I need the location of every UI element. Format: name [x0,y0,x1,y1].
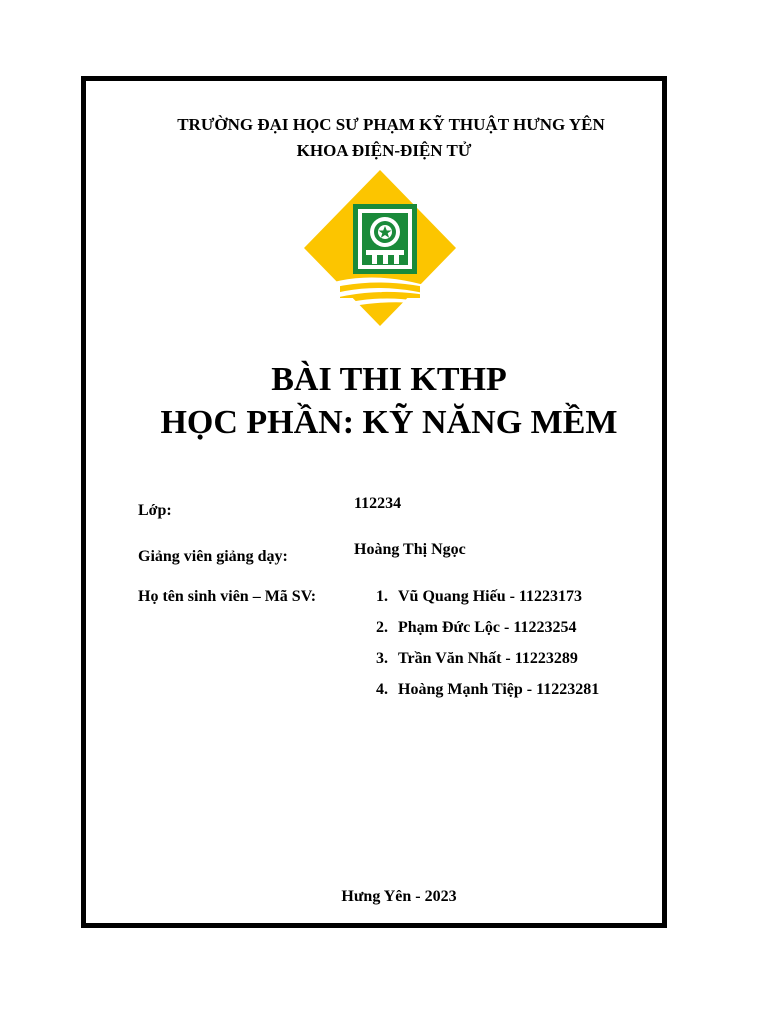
students-label: Họ tên sinh viên – Mã SV: [138,588,317,605]
lecturer-label: Giảng viên giảng dạy: [138,548,288,565]
university-logo-icon [300,168,460,330]
class-label: Lớp: [138,502,172,519]
student-item [376,681,599,699]
student-number: 3. [376,650,388,667]
exam-title: BÀI THI KTHP [271,361,507,398]
student-number: 1. [376,588,388,605]
student-item [376,619,576,637]
place-year: Hưng Yên - 2023 [341,888,457,905]
student-item [376,650,578,668]
student-text: Vũ Quang Hiếu - 11223173 [398,588,583,605]
student-number: 2. [376,619,388,636]
university-name: TRƯỜNG ĐẠI HỌC SƯ PHẠM KỸ THUẬT HƯNG YÊN [177,115,605,134]
student-text: Hoàng Mạnh Tiệp - 11223281 [398,681,600,698]
student-text: Phạm Đức Lộc - 11223254 [398,619,577,636]
lecturer-value: Hoàng Thị Ngọc [354,541,466,558]
student-item [376,588,582,606]
class-value: 112234 [354,495,402,512]
student-number: 4. [376,681,388,698]
faculty-name: KHOA ĐIỆN-ĐIỆN TỬ [296,141,472,160]
student-text: Trần Văn Nhất - 11223289 [398,650,578,667]
course-title: HỌC PHẦN: KỸ NĂNG MỀM [160,404,618,441]
